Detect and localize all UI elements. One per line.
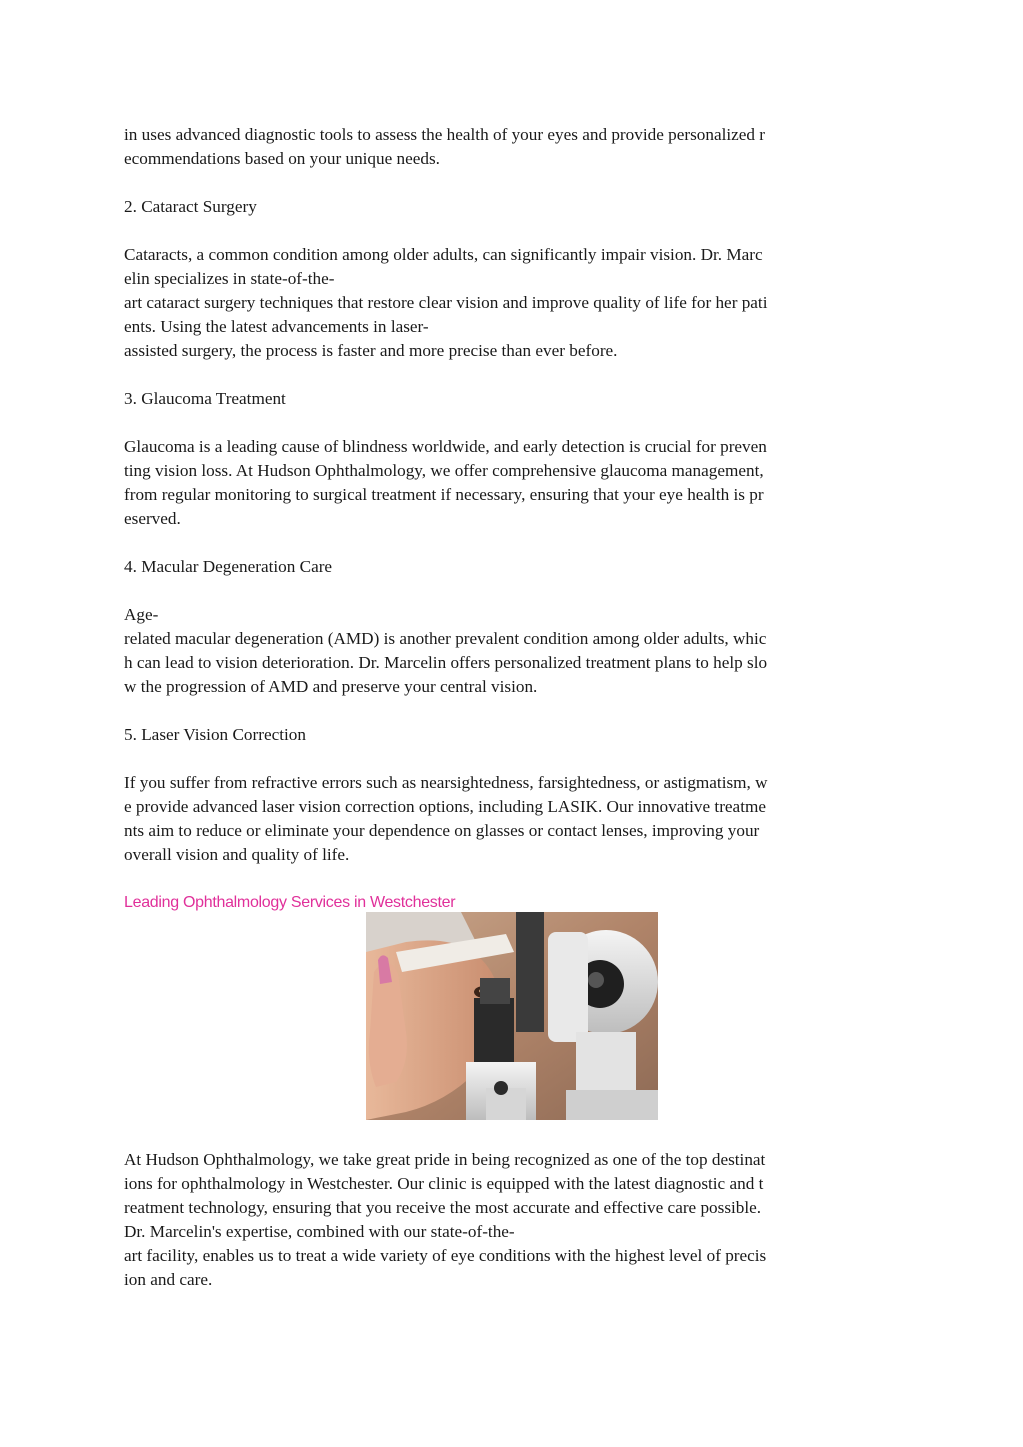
paragraph-line: Age- xyxy=(124,605,159,624)
spacer xyxy=(124,363,904,387)
paragraph-line: art facility, enables us to treat a wide variety of eye conditions with the highest level of precis xyxy=(124,1246,767,1265)
paragraph-line: art cataract surgery techniques that restore clear vision and improve quality of life for her pati xyxy=(124,293,768,312)
paragraph-line: related macular degeneration (AMD) is another prevalent condition among older adults, whic xyxy=(124,629,767,648)
paragraph-line: At Hudson Ophthalmology, we take great pride in being recognized as one of the top destinat xyxy=(124,1150,766,1169)
spacer xyxy=(124,867,904,891)
spacer xyxy=(124,579,904,603)
section-heading-cataract: 2. Cataract Surgery xyxy=(124,197,257,216)
spacer xyxy=(124,411,904,435)
paragraph-line: assisted surgery, the process is faster and more precise than ever before. xyxy=(124,341,618,360)
paragraph-line: elin specializes in state-of-the- xyxy=(124,269,335,288)
article-body xyxy=(124,123,904,915)
paragraph-line: If you suffer from refractive errors such as nearsightedness, farsightedness, or astigmatism, w xyxy=(124,773,768,792)
paragraph-line: Glaucoma is a leading cause of blindness worldwide, and early detection is crucial for preven xyxy=(124,437,767,456)
spacer xyxy=(124,699,904,723)
paragraph-line: e provide advanced laser vision correction options, including LASIK. Our innovative treatme xyxy=(124,797,766,816)
section-heading-glaucoma: 3. Glaucoma Treatment xyxy=(124,389,286,408)
paragraph-line: from regular monitoring to surgical treatment if necessary, ensuring that your eye health is pr xyxy=(124,485,764,504)
paragraph-line: ions for ophthalmology in Westchester. Our clinic is equipped with the latest diagnostic and t xyxy=(124,1174,764,1193)
slit-lamp-eye-exam-photo xyxy=(366,912,658,1120)
paragraph-line: Dr. Marcelin's expertise, combined with our state-of-the- xyxy=(124,1222,515,1241)
paragraph-line: h can lead to vision deterioration. Dr. Marcelin offers personalized treatment plans to help slo xyxy=(124,653,768,672)
section-heading-laser: 5. Laser Vision Correction xyxy=(124,725,306,744)
paragraph-line: nts aim to reduce or eliminate your dependence on glasses or contact lenses, improving your xyxy=(124,821,760,840)
paragraph-line: Cataracts, a common condition among older adults, can significantly impair vision. Dr. Marc xyxy=(124,245,763,264)
paragraph-line: eserved. xyxy=(124,509,181,528)
paragraph-line: ion and care. xyxy=(124,1270,213,1289)
spacer xyxy=(124,171,904,195)
paragraph-line: in uses advanced diagnostic tools to assess the health of your eyes and provide personalized r xyxy=(124,125,766,144)
spacer xyxy=(124,531,904,555)
paragraph-line: overall vision and quality of life. xyxy=(124,845,350,864)
paragraph-line: reatment technology, ensuring that you receive the most accurate and effective care possible. xyxy=(124,1198,762,1217)
paragraph-line: ents. Using the latest advancements in laser- xyxy=(124,317,429,336)
section-heading-macular: 4. Macular Degeneration Care xyxy=(124,557,333,576)
paragraph-line: w the progression of AMD and preserve your central vision. xyxy=(124,677,538,696)
spacer xyxy=(124,219,904,243)
services-link-heading[interactable]: Leading Ophthalmology Services in Westchester xyxy=(124,894,456,911)
paragraph-line: ting vision loss. At Hudson Ophthalmology, we offer comprehensive glaucoma management, xyxy=(124,461,764,480)
paragraph-line: ecommendations based on your unique needs. xyxy=(124,149,440,168)
closing-paragraph xyxy=(124,1148,904,1292)
spacer xyxy=(124,747,904,771)
